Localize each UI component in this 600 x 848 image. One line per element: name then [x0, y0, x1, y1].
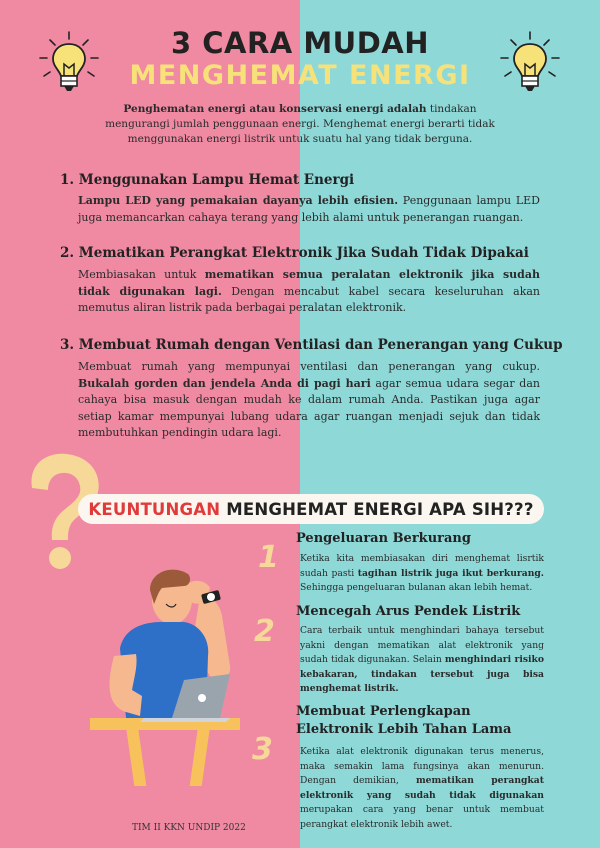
intro-paragraph [100, 102, 500, 147]
benefit-1-bold: tagihan listrik juga ikut berkurang. [357, 567, 544, 579]
benefit-3-text-b: merupakan cara yang benar untuk membuat perangkat elektronik lebih awet. [300, 804, 544, 830]
benefit-1-text-b: Sehingga pengeluaran bulanan akan lebih hemat. [300, 582, 533, 593]
section-1-body [78, 193, 540, 226]
section-1-text: Penggunaan lampu LED juga memancarkan cahaya terang yang lebih alami untuk penerangan ruangan. [78, 194, 541, 224]
benefits-banner [78, 494, 544, 524]
benefit-3-body [300, 745, 544, 832]
benefit-2-title: Mencegah Arus Pendek Listrik [296, 604, 521, 619]
benefit-number-1: 1 [258, 540, 279, 575]
section-1-title: 1. Menggunakan Lampu Hemat Energi [60, 172, 355, 188]
benefit-number-3: 3 [252, 732, 273, 767]
benefit-3-title-line-1: Membuat Perlengkapan [296, 704, 471, 719]
title-line-1: 3 CARA MUDAH [170, 26, 430, 60]
section-3-bold: Bukalah gorden dan jendela Anda di pagi hari [78, 376, 371, 390]
benefit-2-bold: menghindari risiko kebakaran, tindakan tersebut juga bisa menghemat listrik. [300, 654, 544, 694]
section-3-body [78, 359, 540, 442]
benefit-number-2: 2 [254, 614, 275, 649]
benefit-2-text: Cara terbaik untuk menghindari bahaya tersebut yakni dengan mematikan alat elektronik yang sudah tidak digunakan. Selain [300, 625, 544, 665]
intro-text: tindakan mengurangi jumlah penggunaan energi. Menghemat energi berarti tidak menggunakan energi listrik untuk suatu hal yang tidak berguna. [105, 103, 495, 145]
benefit-3-title-line-2: Elektronik Lebih Tahan Lama [296, 722, 512, 737]
benefit-3-text-a: Ketika alat elektronik digunakan terus menerus, maka semakin lama fungsinya akan menurun. Dengan demikian, [300, 746, 544, 786]
section-1-bold: Lampu LED yang pemakaian dayanya lebih efisien. [78, 194, 399, 207]
section-3-text-b: agar semua udara segar dan cahaya bisa masuk dengan mudah ke dalam rumah Anda. Pastikan juga agar setiap kamar mempunyai lubang udara agar ruangan menjadi sejuk dan tidak membutuhkan pendingin udara lagi. [78, 376, 540, 439]
benefit-3-bold: mematikan perangkat elektronik yang sudah tidak digunakan [300, 775, 544, 801]
section-2-bold: mematikan semua peralatan elektronik jika sudah tidak digunakan lagi. [78, 268, 540, 298]
banner-highlight: KEUNTUNGAN [88, 499, 221, 519]
benefit-1-title: Pengeluaran Berkurang [296, 531, 471, 546]
benefit-1-text-a: Ketika kita membiasakan diri menghemat lisrtik sudah pasti [300, 553, 544, 579]
section-2-text-a: Membiasakan untuk [78, 268, 205, 281]
benefit-2-body [300, 624, 544, 697]
section-2-text-b: Dengan mencabut kabel secara keseluruhan akan memutus aliran listrik pada berbagai peralatan elektronik. [78, 284, 541, 314]
section-2-body [78, 267, 540, 317]
section-3-text-a: Membuat rumah yang mempunyai ventilasi dan penerangan yang cukup. [78, 360, 540, 373]
benefit-1-body [300, 552, 544, 596]
section-3-title: 3. Membuat Rumah dengan Ventilasi dan Penerangan yang Cukup [60, 337, 563, 353]
benefit-3-title [296, 703, 511, 739]
footer-credit: TIM II KKN UNDIP 2022 [132, 823, 246, 833]
banner-text: MENGHEMAT ENERGI APA SIH??? [226, 499, 534, 519]
title-line-2: MENGHEMAT ENERGI [129, 60, 471, 91]
intro-bold: Penghematan energi atau konservasi energi adalah [123, 103, 427, 115]
section-2-title: 2. Mematikan Perangkat Elektronik Jika Sudah Tidak Dipakai [60, 245, 529, 261]
